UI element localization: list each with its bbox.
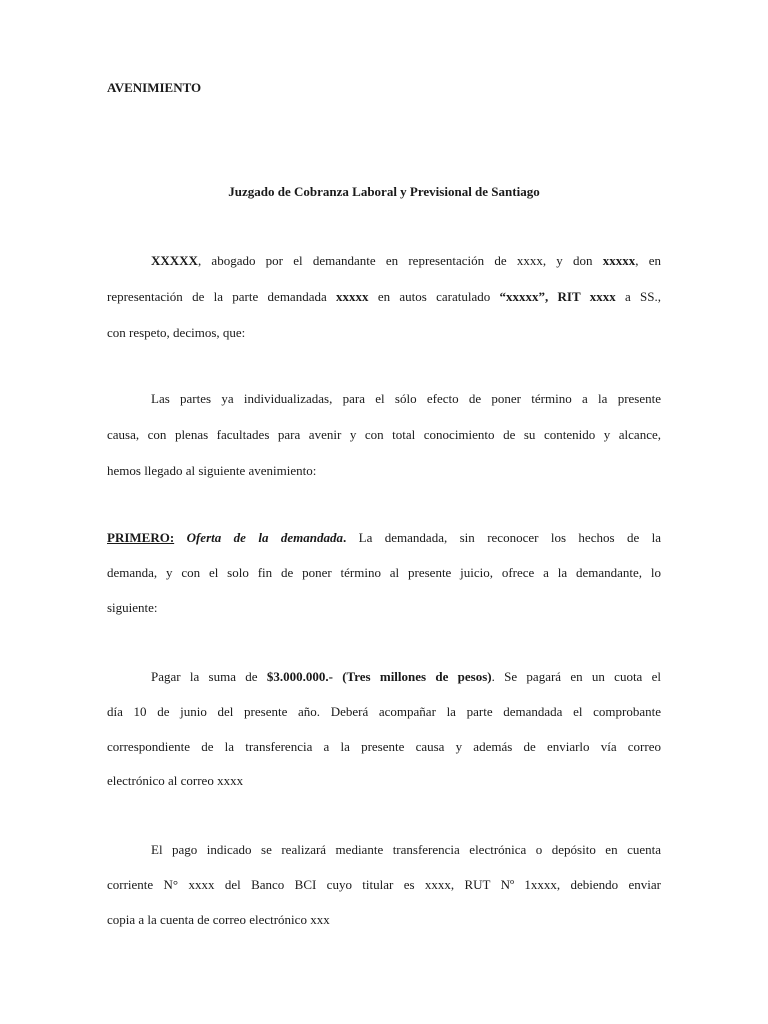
paragraph-line: corriente N° xxxx del Banco BCI cuyo titular es xxxx, RUT Nº 1xxxx, debiendo enviar [107,877,661,892]
paragraph-line: siguiente: [107,600,158,615]
court-heading: Juzgado de Cobranza Laboral y Previsional de Santiago [228,184,540,199]
paragraph-line: PRIMERO: Oferta de la demandada. La demandada, sin reconocer los hechos de la [107,530,662,545]
paragraph-line: electrónico al correo xxxx [107,773,244,788]
paragraph-line: El pago indicado se realizará mediante transferencia electrónica o depósito en cuenta [151,842,661,857]
paragraph-line: hemos llegado al siguiente avenimiento: [107,463,317,478]
document-heading: AVENIMIENTO [107,80,202,95]
paragraph-line: Las partes ya individualizadas, para el sólo efecto de poner término a la presente [151,391,661,406]
paragraph-line: XXXXX, abogado por el demandante en representación de xxxx, y don xxxxx, en [151,253,661,268]
paragraph-line: día 10 de junio del presente año. Deberá acompañar la parte demandada el comprobante [107,704,661,719]
paragraph-line: Pagar la suma de $3.000.000.- (Tres millones de pesos). Se pagará en un cuota el [151,669,661,684]
clause-title: Oferta de la demandada [186,530,343,545]
paragraph-line: correspondiente de la transferencia a la presente causa y además de enviarlo vía correo [107,739,661,754]
payment-amount: $3.000.000.- (Tres millones de pesos) [266,669,492,684]
paragraph-line: representación de la parte demandada xxxxx en autos caratulado “xxxxx”, RIT xxxx a SS., [107,289,661,304]
paragraph-line: demanda, y con el solo fin de poner término al presente juicio, ofrece a la demandante, lo [107,565,661,580]
paragraph-line: copia a la cuenta de correo electrónico xxx [107,912,330,927]
paragraph-line: con respeto, decimos, que: [107,325,246,340]
paragraph-line: causa, con plenas facultades para avenir y con total conocimiento de su contenido y alcance, [107,427,661,442]
clause-label: PRIMERO: [107,530,175,545]
